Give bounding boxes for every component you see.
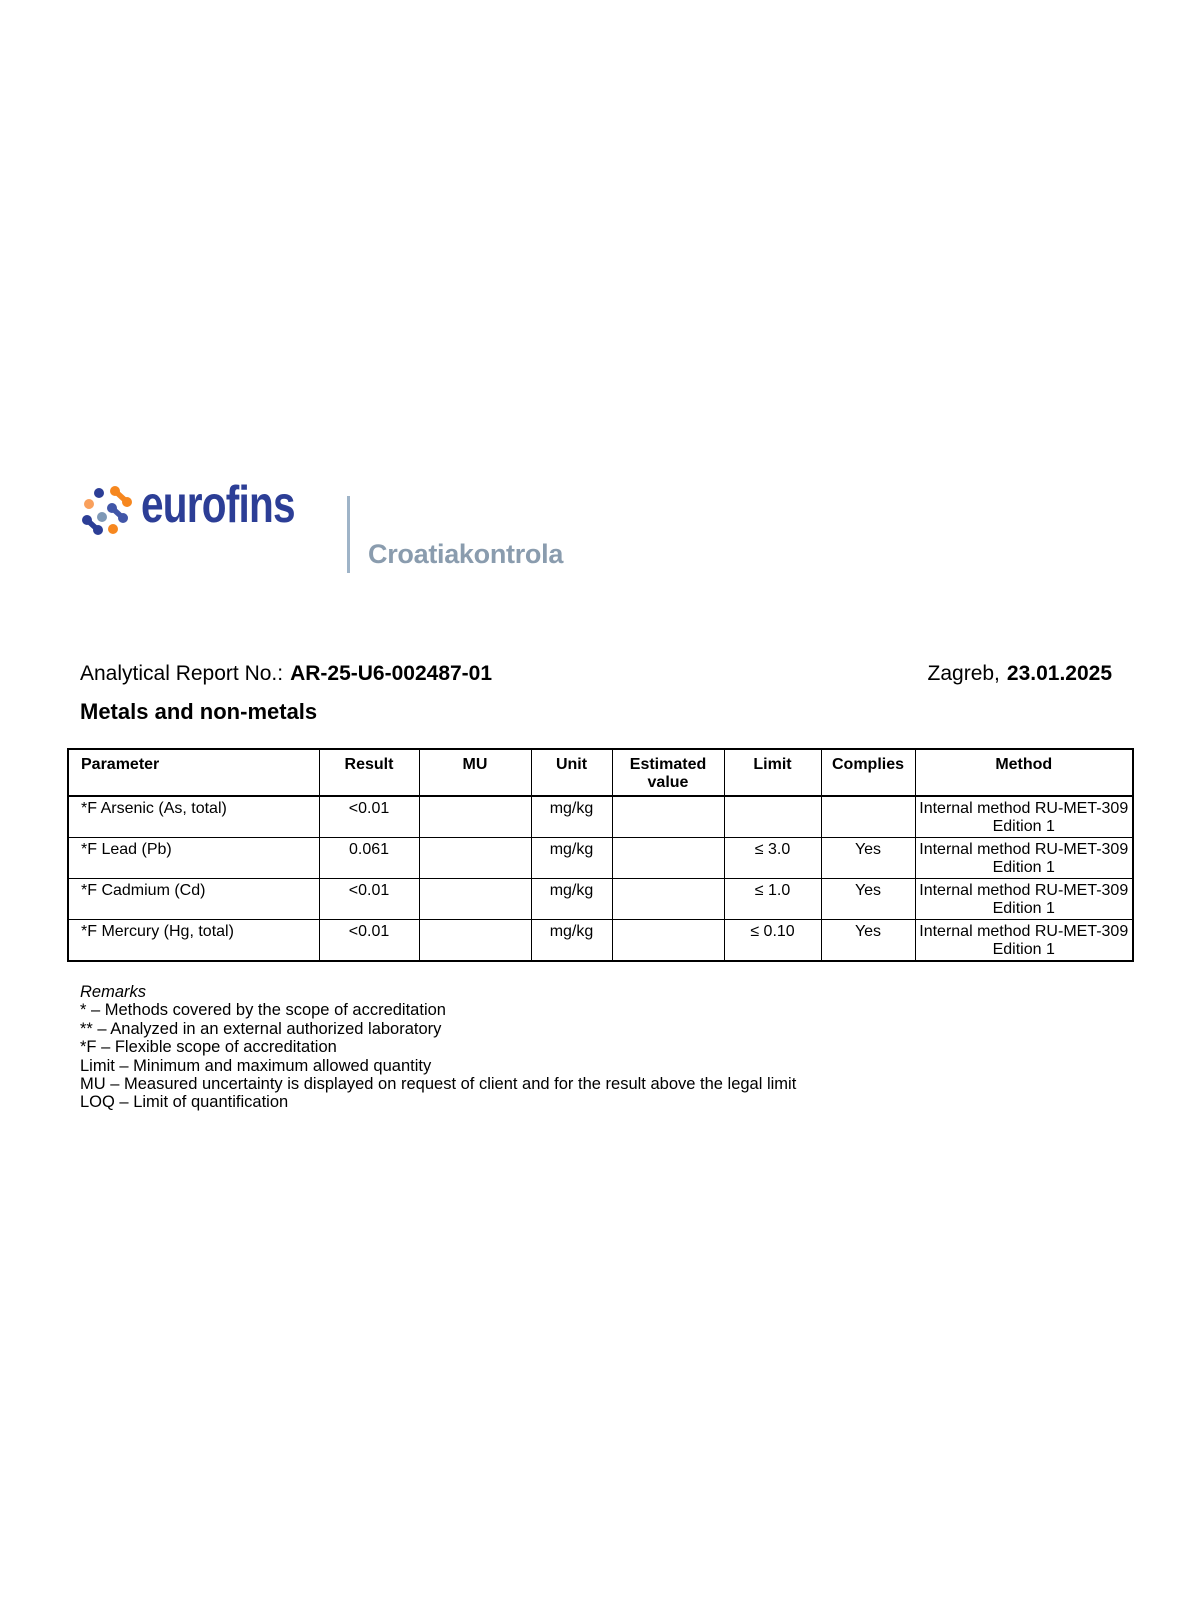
- cell-complies: Yes: [821, 879, 915, 920]
- logo-divider: [347, 496, 350, 573]
- cell-mu: [419, 920, 531, 962]
- cell-estimated-value: [612, 920, 724, 962]
- cell-parameter: *F Cadmium (Cd): [68, 879, 319, 920]
- cell-limit: ≤ 3.0: [724, 838, 821, 879]
- cell-complies: [821, 796, 915, 838]
- section-title: Metals and non-metals: [80, 699, 318, 724]
- cell-result: <0.01: [319, 879, 419, 920]
- report-place: Zagreb,: [927, 662, 1000, 685]
- cell-estimated-value: [612, 796, 724, 838]
- header-estimated-value: Estimated value: [612, 749, 724, 796]
- cell-unit: mg/kg: [531, 879, 612, 920]
- cell-parameter: *F Arsenic (As, total): [68, 796, 319, 838]
- cell-limit: ≤ 1.0: [724, 879, 821, 920]
- cell-method: Internal method RU-MET-309 Edition 1: [915, 920, 1133, 962]
- remark-line: * – Methods covered by the scope of accreditation: [80, 1001, 446, 1020]
- remarks-title: Remarks: [80, 983, 147, 1001]
- header-method: Method: [915, 749, 1133, 796]
- table-row: [68, 838, 1133, 879]
- header-unit: Unit: [531, 749, 612, 796]
- cell-result: <0.01: [319, 920, 419, 962]
- table-header-row: [68, 749, 1133, 796]
- remarks-block: [80, 983, 796, 1112]
- cell-method: Internal method RU-MET-309 Edition 1: [915, 879, 1133, 920]
- header-result: Result: [319, 749, 419, 796]
- cell-unit: mg/kg: [531, 796, 612, 838]
- header-complies: Complies: [821, 749, 915, 796]
- cell-unit: mg/kg: [531, 920, 612, 962]
- report-number-label: Analytical Report No.:: [80, 662, 284, 685]
- results-table: [67, 748, 1134, 962]
- report-header-row: [80, 661, 1112, 686]
- cell-result: 0.061: [319, 838, 419, 879]
- cell-unit: mg/kg: [531, 838, 612, 879]
- cell-parameter: *F Lead (Pb): [68, 838, 319, 879]
- table-row: [68, 796, 1133, 838]
- division-wordmark: Croatiakontrola: [368, 539, 564, 569]
- cell-parameter: *F Mercury (Hg, total): [68, 920, 319, 962]
- header-limit: Limit: [724, 749, 821, 796]
- report-date-line: [928, 661, 1112, 686]
- cell-complies: Yes: [821, 838, 915, 879]
- remark-line: MU – Measured uncertainty is displayed on request of client and for the result above the legal limit: [80, 1075, 797, 1094]
- header-mu: MU: [419, 749, 531, 796]
- cell-mu: [419, 838, 531, 879]
- header-parameter: Parameter: [68, 749, 319, 796]
- report-number-line: [80, 661, 492, 686]
- table-row: [68, 879, 1133, 920]
- remark-line: *F – Flexible scope of accreditation: [80, 1038, 337, 1057]
- cell-complies: Yes: [821, 920, 915, 962]
- remark-line: ** – Analyzed in an external authorized laboratory: [80, 1019, 442, 1038]
- cell-mu: [419, 879, 531, 920]
- cell-result: <0.01: [319, 796, 419, 838]
- remark-line: LOQ – Limit of quantification: [80, 1093, 289, 1112]
- cell-limit: ≤ 0.10: [724, 920, 821, 962]
- cell-method: Internal method RU-MET-309 Edition 1: [915, 838, 1133, 879]
- report-date-value: 23.01.2025: [1006, 662, 1112, 685]
- eurofins-logo-icon: [78, 476, 138, 538]
- report-number-value: AR-25-U6-002487-01: [290, 662, 493, 685]
- table-row: [68, 920, 1133, 962]
- remark-line: Limit – Minimum and maximum allowed quantity: [80, 1056, 432, 1075]
- cell-limit: [724, 796, 821, 838]
- cell-method: Internal method RU-MET-309 Edition 1: [915, 796, 1133, 838]
- cell-estimated-value: [612, 879, 724, 920]
- cell-estimated-value: [612, 838, 724, 879]
- cell-mu: [419, 796, 531, 838]
- brand-wordmark: eurofins: [141, 476, 295, 534]
